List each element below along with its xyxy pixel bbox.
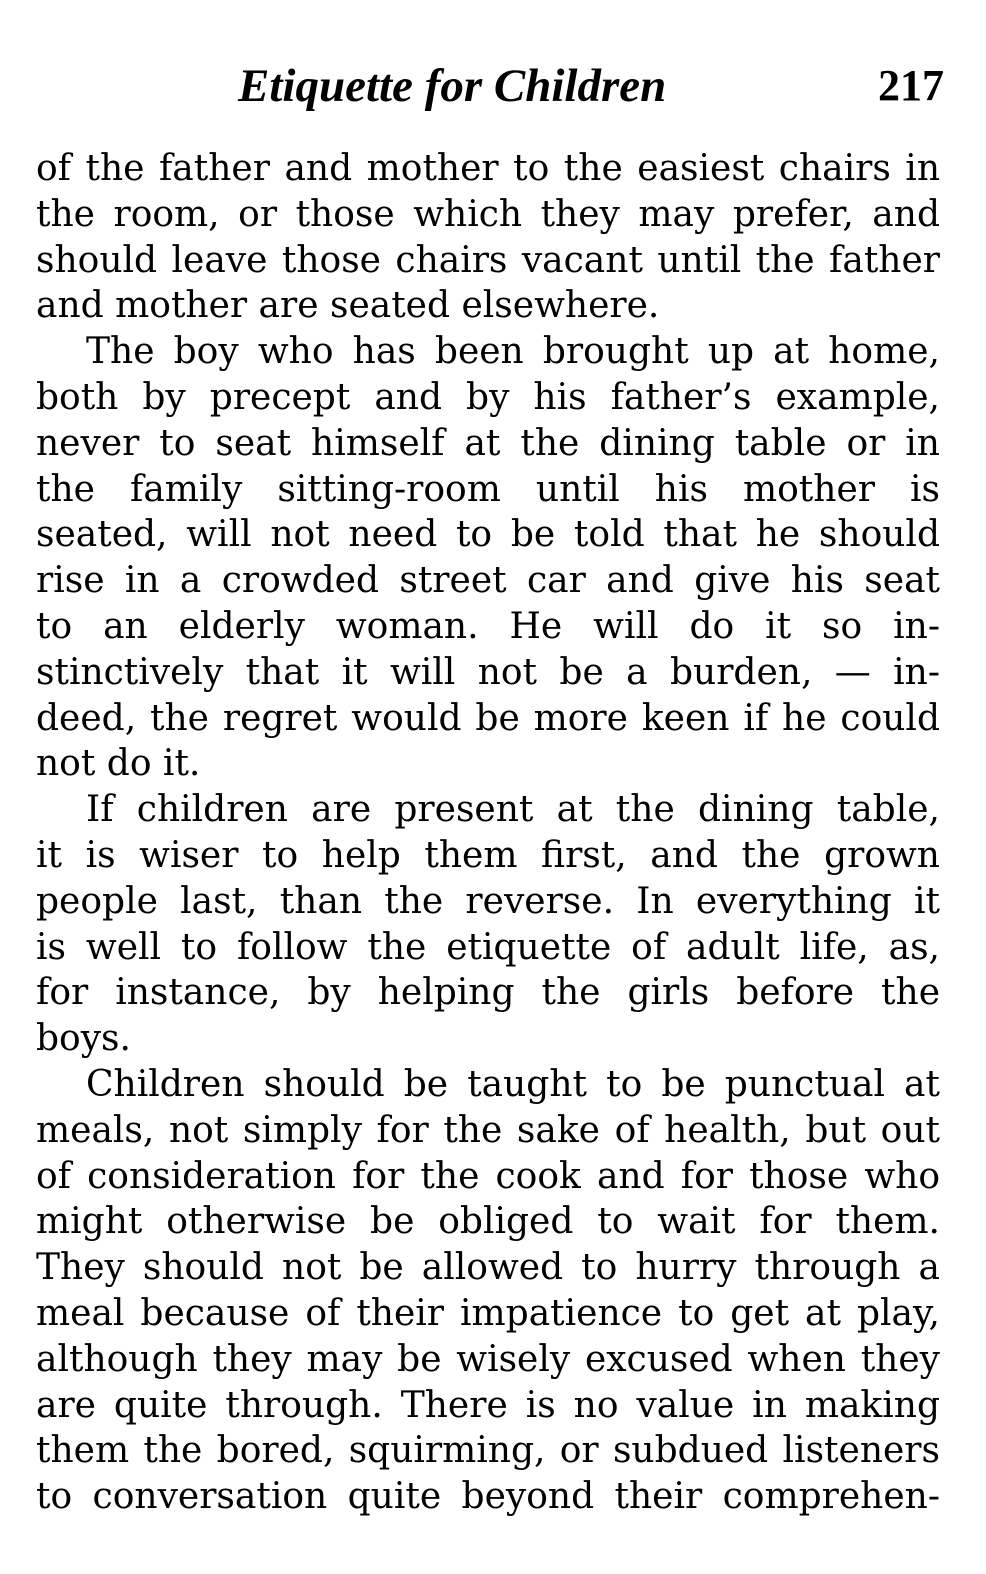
- page-number: 217: [878, 61, 944, 110]
- text-line: are quite through. There is no value in making: [36, 1384, 940, 1426]
- text-line: both by precept and by his father’s example,: [36, 376, 940, 418]
- text-line: to conversation quite beyond their comprehen-: [36, 1476, 940, 1518]
- text-line: meals, not simply for the sake of health, but out: [36, 1109, 940, 1151]
- text-line: seated, will not need to be told that he should: [36, 514, 940, 556]
- page-header: [0, 56, 986, 116]
- text-line: them the bored, squirming, or subdued listeners: [36, 1430, 940, 1472]
- running-head: Etiquette for Children: [238, 60, 667, 112]
- text-line: never to seat himself at the dining table or in: [36, 422, 940, 464]
- text-line: rise in a crowded street car and give his seat: [36, 560, 940, 602]
- text-line: for instance, by helping the girls before the: [36, 972, 940, 1014]
- text-line: not do it.: [36, 743, 201, 785]
- text-line: deed, the regret would be more keen if he could: [36, 697, 940, 739]
- text-line: might otherwise be obliged to wait for them.: [36, 1201, 940, 1243]
- body-text: [36, 146, 940, 1520]
- text-line: stinctively that it will not be a burden, — in-: [36, 651, 940, 693]
- text-line: They should not be allowed to hurry through a: [36, 1247, 940, 1289]
- text-line: to an elderly woman. He will do it so in-: [36, 605, 940, 647]
- text-line: The boy who has been brought up at home,: [86, 331, 940, 373]
- text-line: meal because of their impatience to get at play,: [36, 1292, 940, 1334]
- text-line: should leave those chairs vacant until the father: [36, 239, 940, 281]
- text-line: of consideration for the cook and for those who: [36, 1155, 940, 1197]
- text-line: people last, than the reverse. In everything it: [36, 880, 940, 922]
- text-line: Children should be taught to be punctual at: [86, 1063, 940, 1105]
- text-line: is well to follow the etiquette of adult life, as,: [36, 926, 940, 968]
- text-line: If children are present at the dining table,: [86, 789, 940, 831]
- text-line: of the father and mother to the easiest chairs in: [36, 148, 940, 189]
- text-line: the family sitting-room until his mother is: [36, 468, 940, 510]
- text-line: it is wiser to help them first, and the grown: [36, 834, 940, 876]
- text-line: and mother are seated elsewhere.: [36, 285, 660, 327]
- text-line: the room, or those which they may prefer, and: [36, 193, 940, 235]
- text-line: boys.: [36, 1018, 131, 1060]
- text-line: although they may be wisely excused when they: [36, 1338, 940, 1380]
